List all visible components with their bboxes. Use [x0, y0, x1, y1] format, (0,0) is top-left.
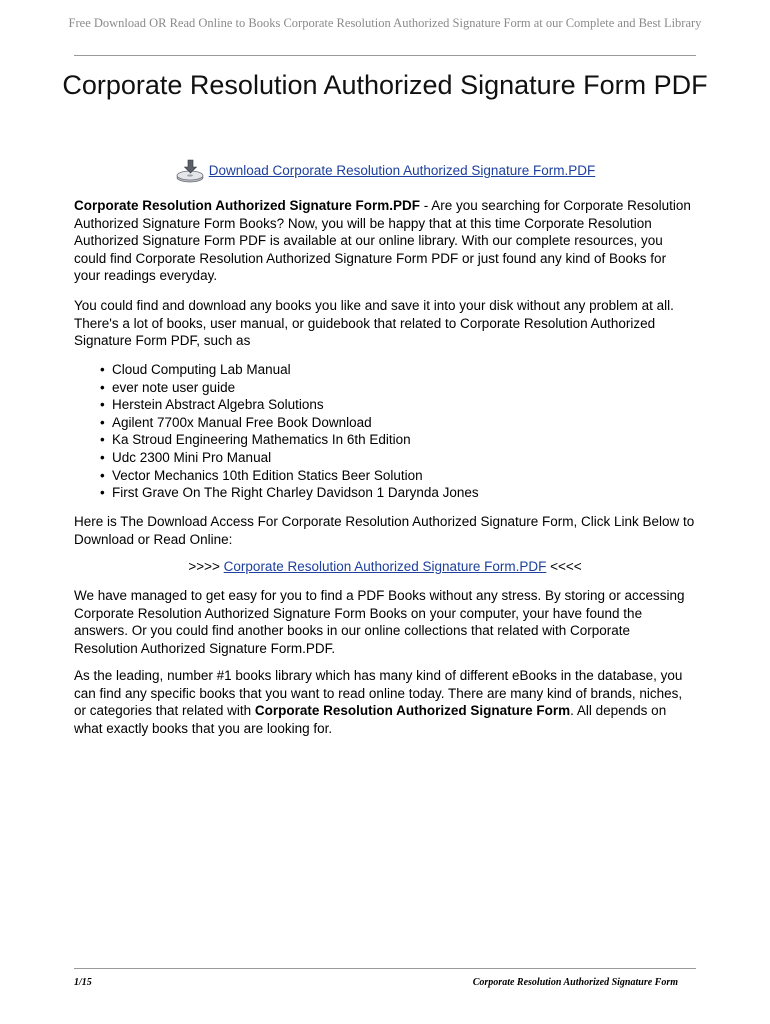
intro-paragraph [74, 197, 696, 285]
download-row [74, 158, 696, 184]
page-number: 1/15 [74, 977, 92, 988]
book-list [74, 361, 696, 502]
intro-text: - Are you searching for Corporate Resolution Authorized Signature Form Books? Now, you will be happy that at this time Corporate Resolution Authorized Signature Form PDF is available at our online library. With our complete resources, you could find Corporate Resolution Authorized Signature Form PDF or just found any kind of Books for your readings everyday. [74, 198, 691, 284]
library-text-after: . All depends on what exactly books that you are looking for. [74, 703, 667, 736]
pdf-books-paragraph: We have managed to get easy for you to find a PDF Books without any stress. By storing or accessing Corporate Resolution Authorized Signature Form Books on your computer, your have found the answers. Or you could find another books in our online collections that related with Corporate Resolution Authorized Signature Form.PDF. [74, 588, 685, 656]
related-books-paragraph: You could find and download any books you like and save it into your disk without any problem at all. There's a lot of books, user manual, or guidebook that related to Corporate Resolution Authorized Signature Form PDF, such as [74, 298, 674, 349]
footer-divider [74, 968, 696, 969]
library-paragraph [74, 667, 696, 737]
download-disk-icon[interactable] [175, 158, 207, 184]
intro-bold-lead: Corporate Resolution Authorized Signature Form.PDF [74, 198, 421, 213]
download-access-paragraph: Here is The Download Access For Corporate Resolution Authorized Signature Form, Click Link Below to Download or Read Online: [74, 514, 695, 547]
read-online-suffix: <<<< [546, 559, 582, 574]
list-item: • Ka Stroud Engineering Mathematics In 6th Edition [74, 431, 696, 449]
list-item: • First Grave On The Right Charley Davidson 1 Darynda Jones [74, 484, 696, 502]
read-online-row [74, 558, 696, 576]
library-text-before: As the leading, number #1 books library which has many kind of different eBooks in the database, you can find any specific books that you want to read online today. There are many kind of brands, niches, or categories that related with [74, 668, 683, 719]
list-item: • Vector Mechanics 10th Edition Statics Beer Solution [74, 467, 696, 485]
list-item: • Herstein Abstract Algebra Solutions [74, 396, 696, 414]
header-divider [74, 55, 696, 56]
list-item: • Udc 2300 Mini Pro Manual [74, 449, 696, 467]
footer-document-title: Corporate Resolution Authorized Signature Form [472, 977, 678, 988]
library-bold-title: Corporate Resolution Authorized Signature Form [254, 703, 571, 719]
list-item: • Cloud Computing Lab Manual [74, 361, 696, 379]
download-pdf-link[interactable]: Download Corporate Resolution Authorized Signature Form.PDF [208, 163, 596, 178]
list-item: • Agilent 7700x Manual Free Book Download [74, 414, 696, 432]
read-online-prefix: >>>> [188, 559, 224, 574]
list-item: • ever note user guide [74, 379, 696, 397]
top-banner: Free Download OR Read Online to Books Corporate Resolution Authorized Signature Form at our Complete and Best Library [68, 16, 702, 30]
page-title: Corporate Resolution Authorized Signature Form PDF [62, 70, 708, 100]
read-online-link[interactable]: Corporate Resolution Authorized Signature Form.PDF [223, 559, 547, 574]
